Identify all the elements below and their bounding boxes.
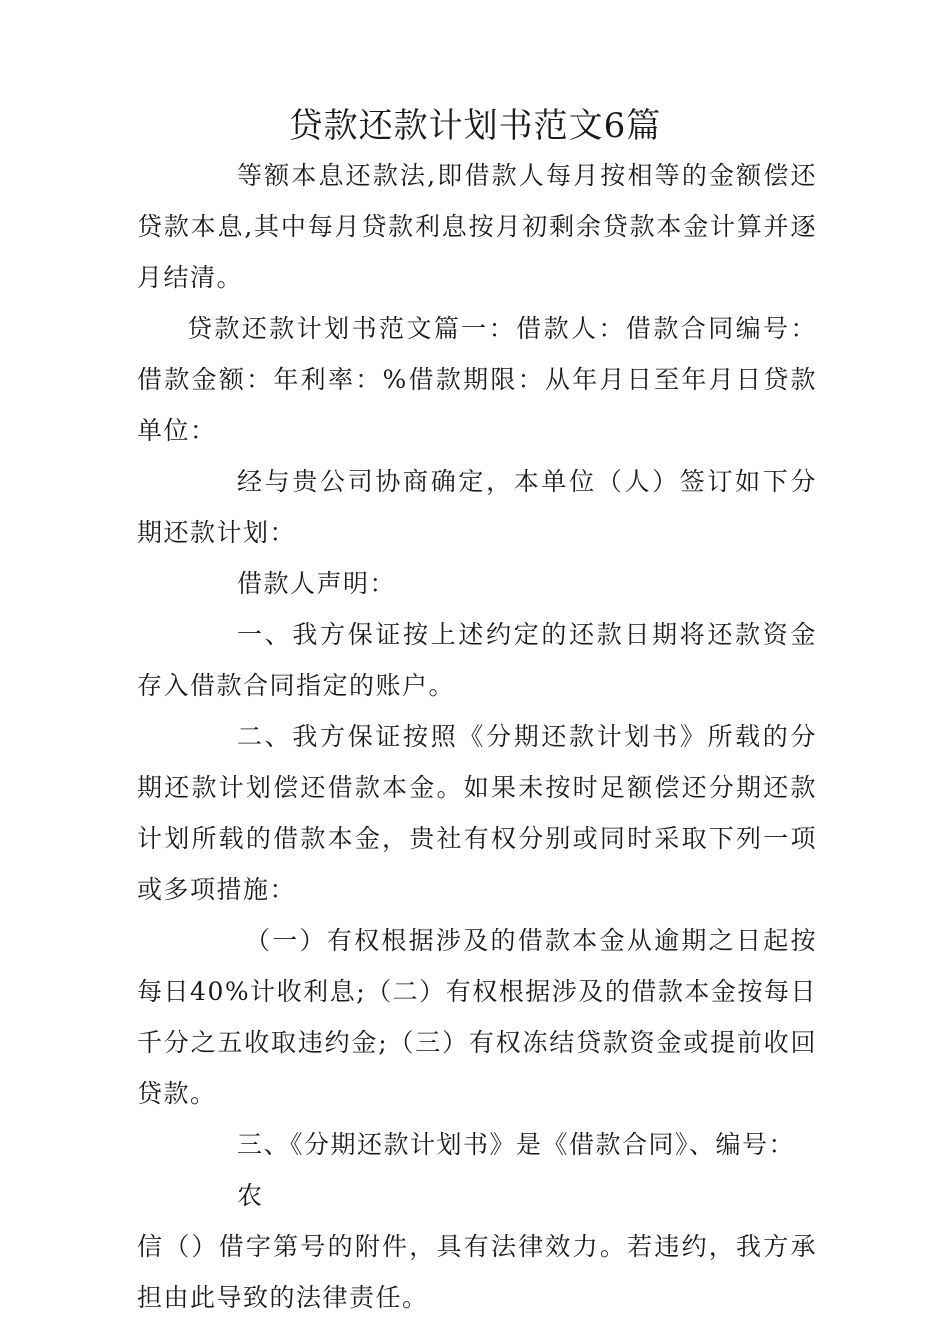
paragraph-agreement: 经与贵公司协商确定，本单位（人）签订如下分期还款计划： [137,467,817,547]
paragraph-measures: （一）有权根据涉及的借款本金从逾期之日起按每日40%计收利息;（二）有权根据涉及的借款本金按每日千分之五收取违约金;（三）有权冻结贷款资金或提前收回贷款。 [137,926,817,1108]
paragraph-intro: 等额本息还款法,即借款人每月按相等的金额偿还贷款本息,其中每月贷款利息按月初剩余贷款本金计算并逐月结清。 [137,161,817,292]
paragraph-clause-3: 三、《分期还款计划书》是《借款合同》、编号： [237,1130,796,1159]
paragraph-declaration-heading: 借款人声明： [237,569,397,598]
paragraph-clause-1: 一、我方保证按上述约定的还款日期将还款资金存入借款合同指定的账户。 [137,620,817,700]
paragraph-fields: 贷款还款计划书范文篇一：借款人：借款合同编号：借款金额：年利率：%借款期限：从年月日至年月日贷款单位： [137,314,817,445]
document-title: 贷款还款计划书范文6篇 [288,106,662,146]
paragraph-clause-3-fragment: 农 [237,1181,264,1210]
paragraph-clause-2: 二、我方保证按照《分期还款计划书》所载的分期还款计划偿还借款本金。如果未按时足额偿还分期还款计划所载的借款本金，贵社有权分别或同时采取下列一项或多项措施： [137,722,817,904]
paragraph-clause-3-continued: 信（）借字第号的附件，具有法律效力。若违约，我方承担由此导致的法律责任。 [137,1232,817,1312]
document-body [137,150,817,1323]
